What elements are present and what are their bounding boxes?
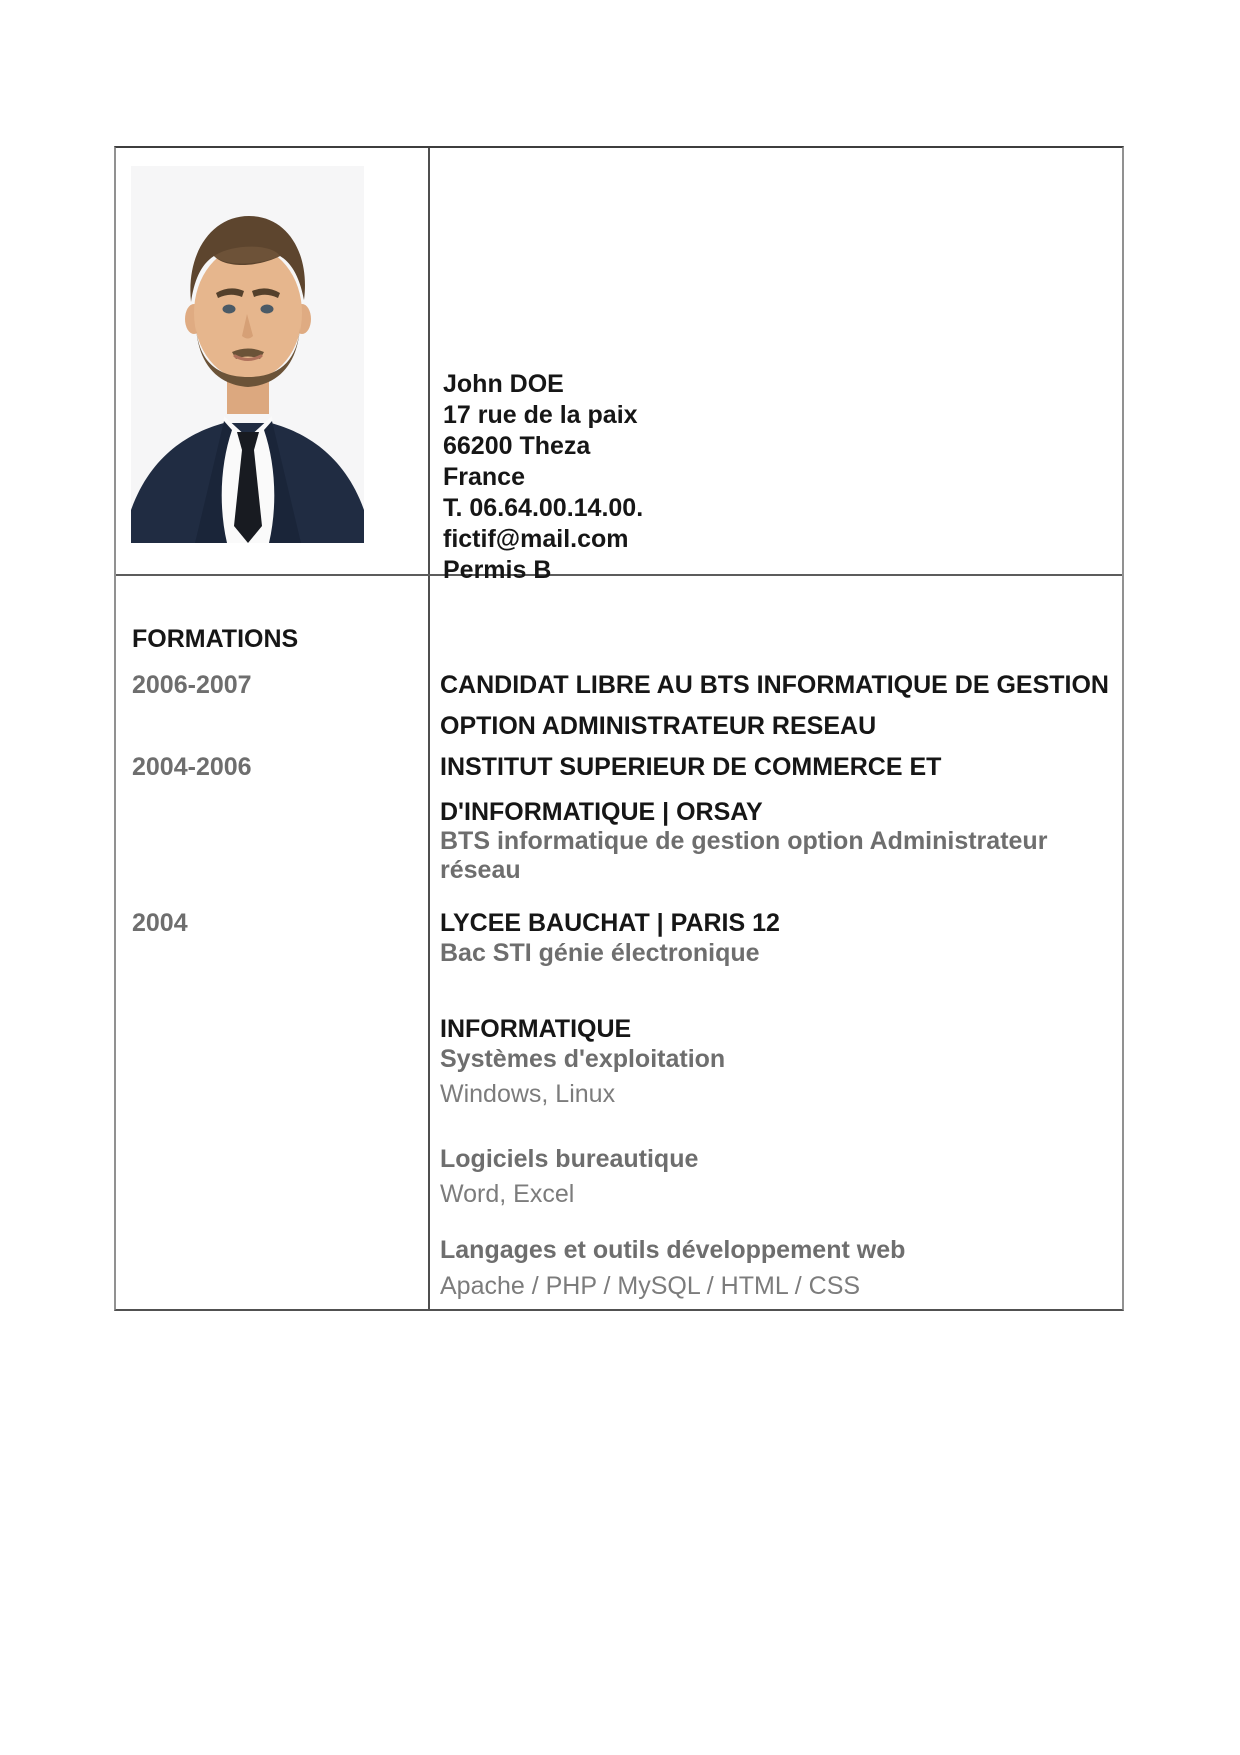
formation-title-line: CANDIDAT LIBRE AU BTS INFORMATIQUE DE GESTION [440, 671, 1109, 699]
formation-period: 2004 [132, 909, 188, 937]
formation-subtitle-line: Bac STI génie électronique [440, 939, 760, 967]
formation-title-line: INSTITUT SUPERIEUR DE COMMERCE ET [440, 753, 942, 781]
address-line-2: 66200 Theza [443, 432, 591, 460]
formation-title-line: OPTION ADMINISTRATEUR RESEAU [440, 712, 877, 740]
phone: T. 06.64.00.14.00. [443, 494, 644, 522]
informatique-heading: INFORMATIQUE [440, 1015, 632, 1043]
skill-value: Apache / PHP / MySQL / HTML / CSS [440, 1272, 861, 1300]
formation-period: 2006-2007 [132, 671, 252, 699]
email: fictif@mail.com [443, 525, 629, 553]
skill-label: Logiciels bureautique [440, 1145, 699, 1173]
country: France [443, 463, 525, 491]
portrait-photo [131, 166, 364, 543]
skill-value: Word, Excel [440, 1180, 575, 1208]
formation-subtitle-line: réseau [440, 856, 521, 884]
formation-title-line: LYCEE BAUCHAT | PARIS 12 [440, 909, 780, 937]
column-divider [428, 148, 430, 1309]
formation-subtitle-line: BTS informatique de gestion option Administrateur [440, 827, 1048, 855]
address-line-1: 17 rue de la paix [443, 401, 638, 429]
skill-value: Windows, Linux [440, 1080, 616, 1108]
skill-label: Langages et outils développement web [440, 1236, 906, 1264]
driving-license: Permis B [443, 556, 552, 584]
formation-title-line: D'INFORMATIQUE | ORSAY [440, 798, 763, 826]
formation-period: 2004-2006 [132, 753, 252, 781]
formations-heading: FORMATIONS [132, 625, 299, 653]
contact-block [443, 369, 643, 586]
person-name: John DOE [443, 370, 564, 398]
skill-label: Systèmes d'exploitation [440, 1045, 726, 1073]
cv-table [114, 146, 1124, 1311]
